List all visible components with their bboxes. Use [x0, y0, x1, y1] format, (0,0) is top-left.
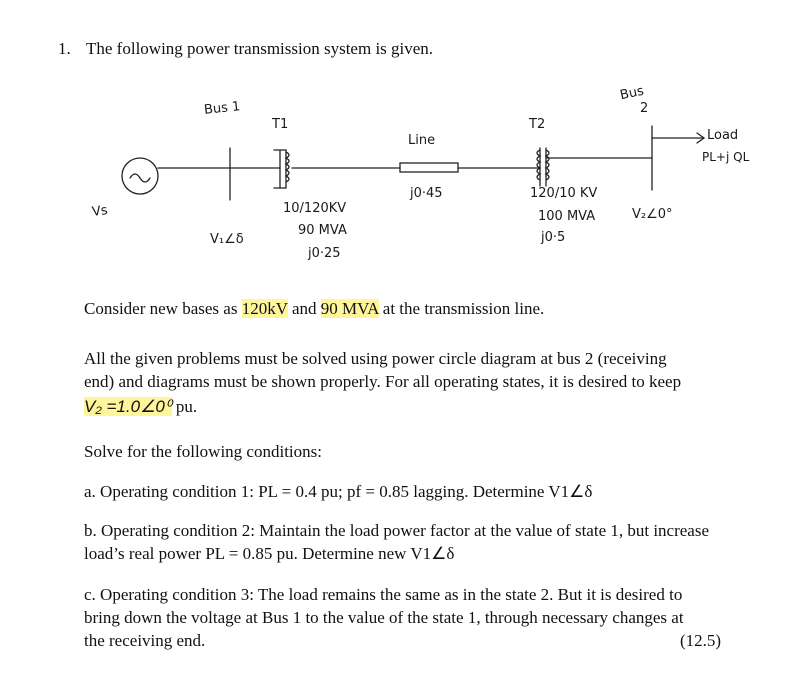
v2-label: V₂∠0°: [632, 207, 673, 222]
v2-unit: pu.: [175, 397, 198, 416]
marks: (12.5): [680, 631, 722, 650]
transformer-t1-symbol: [274, 150, 289, 188]
bases-and: and: [291, 299, 317, 318]
generator-symbol: [122, 158, 158, 194]
t1-voltage-rating: 10/120KV: [283, 201, 347, 216]
condition-a: a. Operating condition 1: PL = 0.4 pu; pf = 0.85 lagging. Determine V1∠δ: [84, 482, 593, 501]
para2-line2: end) and diagrams must be shown properly. For all operating states, it is desired to keep: [84, 372, 682, 391]
line-impedance: j0·45: [410, 186, 443, 201]
t1-impedance: j0·25: [308, 246, 341, 261]
question-number: 1.: [58, 39, 71, 58]
condition-c-line3: the receiving end.: [84, 631, 206, 650]
bus1-label: Bus 1: [203, 99, 242, 118]
bases-kv: 120kV: [241, 299, 288, 318]
line-label: Line: [408, 133, 436, 148]
bases-mva: 90 MVA: [320, 299, 379, 318]
generator-sine-icon: [130, 174, 150, 182]
load-power-label: PL+j QL: [702, 150, 750, 164]
source-voltage-label: Vs: [91, 202, 109, 221]
bases-paragraph: [84, 298, 544, 320]
bases-post: at the transmission line.: [382, 299, 545, 318]
condition-c-line1: c. Operating condition 3: The load remains the same as in the state 2. But it is desired to: [84, 585, 683, 604]
condition-c-line2: bring down the voltage at Bus 1 to the value of the state 1, through necessary changes at: [84, 608, 684, 627]
transformer-t2-symbol: [537, 148, 549, 186]
bus2-number: 2: [640, 101, 649, 116]
para2-line1: All the given problems must be solved using power circle diagram at bus 2 (receiving: [84, 349, 667, 368]
t1-label: T1: [272, 117, 289, 132]
t2-impedance: j0·5: [541, 230, 566, 245]
solve-heading: Solve for the following conditions:: [84, 442, 322, 461]
v1-label: V₁∠δ: [210, 232, 244, 247]
load-label: Load: [707, 128, 739, 143]
line-impedance-box: [400, 163, 458, 172]
t2-mva-rating: 100 MVA: [538, 209, 596, 224]
condition-b-line1: b. Operating condition 2: Maintain the load power factor at the value of state 1, but increase: [84, 521, 710, 540]
t1-mva-rating: 90 MVA: [298, 223, 347, 238]
t2-voltage-rating: 120/10 KV: [530, 186, 598, 201]
question-title: The following power transmission system is given.: [86, 39, 434, 58]
v2-condition: V₂ =1.0∠0⁰: [84, 397, 172, 416]
bases-pre: Consider new bases as: [84, 299, 238, 318]
condition-b-line2: load’s real power PL = 0.85 pu. Determine new V1∠δ: [84, 544, 455, 563]
v2-condition-line: [84, 396, 197, 418]
bus2-label: Bus: [618, 83, 646, 104]
t2-label: T2: [529, 117, 546, 132]
